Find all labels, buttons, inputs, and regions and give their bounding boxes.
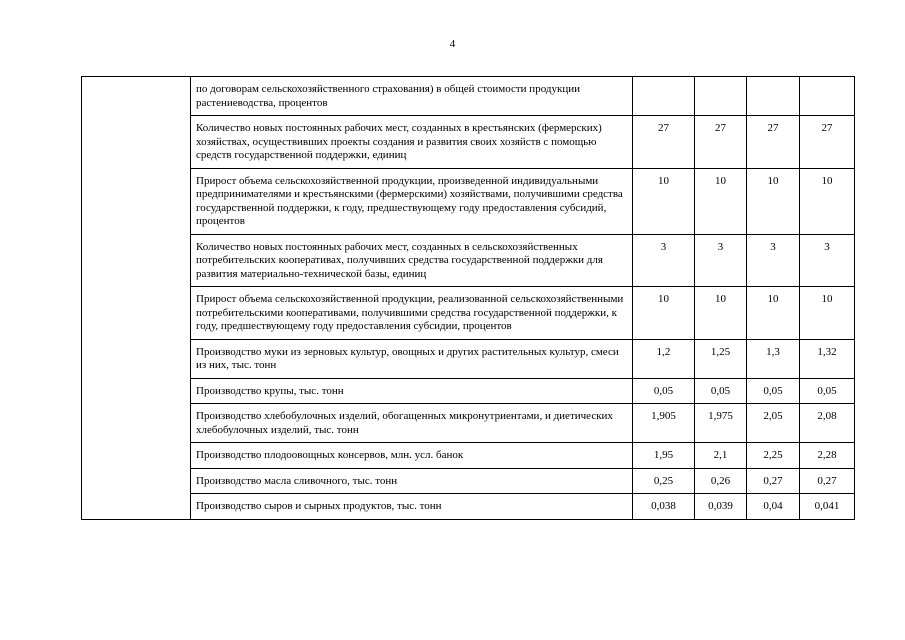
value-2019: 2,1 bbox=[695, 443, 747, 469]
value-2018: 1,905 bbox=[633, 404, 695, 443]
indicator-name: по договорам сельскохозяйственного страхования) в общей стоимости продукции растениеводства, процентов bbox=[191, 77, 633, 116]
indicators-table bbox=[81, 76, 855, 520]
value-2021: 0,041 bbox=[800, 494, 855, 520]
value-2018 bbox=[633, 77, 695, 116]
table-row bbox=[82, 468, 855, 494]
value-2018: 10 bbox=[633, 168, 695, 234]
value-2018: 27 bbox=[633, 116, 695, 169]
value-2021: 10 bbox=[800, 287, 855, 340]
indicator-name: Производство крупы, тыс. тонн bbox=[191, 378, 633, 404]
value-2019: 1,975 bbox=[695, 404, 747, 443]
value-2020: 2,05 bbox=[747, 404, 800, 443]
value-2019: 1,25 bbox=[695, 339, 747, 378]
value-2019: 10 bbox=[695, 287, 747, 340]
indicator-name: Производство масла сливочного, тыс. тонн bbox=[191, 468, 633, 494]
value-2020: 10 bbox=[747, 287, 800, 340]
value-2019: 0,05 bbox=[695, 378, 747, 404]
value-2020: 10 bbox=[747, 168, 800, 234]
value-2020: 0,27 bbox=[747, 468, 800, 494]
value-2021: 2,08 bbox=[800, 404, 855, 443]
value-2020: 1,3 bbox=[747, 339, 800, 378]
value-2021: 1,32 bbox=[800, 339, 855, 378]
value-2021: 2,28 bbox=[800, 443, 855, 469]
indicator-name: Производство муки из зерновых культур, овощных и других растительных культур, смеси из них, тыс. тонн bbox=[191, 339, 633, 378]
indicator-name: Количество новых постоянных рабочих мест, созданных в сельскохозяйственных потребительских кооперативах, получивших средства государственной поддержки для развития материально-технической базы, единиц bbox=[191, 234, 633, 287]
value-2018: 0,038 bbox=[633, 494, 695, 520]
value-2020: 2,25 bbox=[747, 443, 800, 469]
page-number: 4 bbox=[449, 38, 456, 50]
indicator-name: Количество новых постоянных рабочих мест, созданных в крестьянских (фермерских) хозяйствах, осуществивших проекты создания и развития своих хозяйств с помощью средств государственной поддержки, единиц bbox=[191, 116, 633, 169]
table-row bbox=[82, 339, 855, 378]
value-2020: 0,04 bbox=[747, 494, 800, 520]
table-row bbox=[82, 378, 855, 404]
indicator-name: Производство плодоовощных консервов, млн. усл. банок bbox=[191, 443, 633, 469]
table-row bbox=[82, 234, 855, 287]
value-2021: 3 bbox=[800, 234, 855, 287]
value-2019: 27 bbox=[695, 116, 747, 169]
value-2020 bbox=[747, 77, 800, 116]
value-2019 bbox=[695, 77, 747, 116]
value-2019: 10 bbox=[695, 168, 747, 234]
program-name-cell bbox=[82, 77, 191, 520]
value-2020: 0,05 bbox=[747, 378, 800, 404]
value-2020: 3 bbox=[747, 234, 800, 287]
value-2018: 10 bbox=[633, 287, 695, 340]
value-2019: 0,039 bbox=[695, 494, 747, 520]
value-2021: 0,05 bbox=[800, 378, 855, 404]
value-2018: 3 bbox=[633, 234, 695, 287]
value-2019: 0,26 bbox=[695, 468, 747, 494]
value-2019: 3 bbox=[695, 234, 747, 287]
value-2021 bbox=[800, 77, 855, 116]
value-2018: 1,2 bbox=[633, 339, 695, 378]
value-2018: 0,05 bbox=[633, 378, 695, 404]
table-row bbox=[82, 287, 855, 340]
value-2021: 27 bbox=[800, 116, 855, 169]
table-row bbox=[82, 404, 855, 443]
indicator-name: Производство хлебобулочных изделий, обогащенных микронутриентами, и диетических хлебобулочных изделий, тыс. тонн bbox=[191, 404, 633, 443]
value-2018: 1,95 bbox=[633, 443, 695, 469]
indicator-name: Прирост объема сельскохозяйственной продукции, реализованной сельскохозяйственными потребительскими кооперативами, получившими средства государственной поддержки, к году, предшествующему году предоставления субсидии, процентов bbox=[191, 287, 633, 340]
indicator-name: Производство сыров и сырных продуктов, тыс. тонн bbox=[191, 494, 633, 520]
table-row bbox=[82, 494, 855, 520]
indicator-name: Прирост объема сельскохозяйственной продукции, произведенной индивидуальными предпринимателями и крестьянскими (фермерскими) хозяйствами, получившими средства государственной поддержки, к году, предшествующему году предоставления субсидий, процентов bbox=[191, 168, 633, 234]
value-2020: 27 bbox=[747, 116, 800, 169]
table-row bbox=[82, 443, 855, 469]
table-row bbox=[82, 77, 855, 116]
value-2021: 0,27 bbox=[800, 468, 855, 494]
value-2018: 0,25 bbox=[633, 468, 695, 494]
table-row bbox=[82, 116, 855, 169]
table-row bbox=[82, 168, 855, 234]
value-2021: 10 bbox=[800, 168, 855, 234]
